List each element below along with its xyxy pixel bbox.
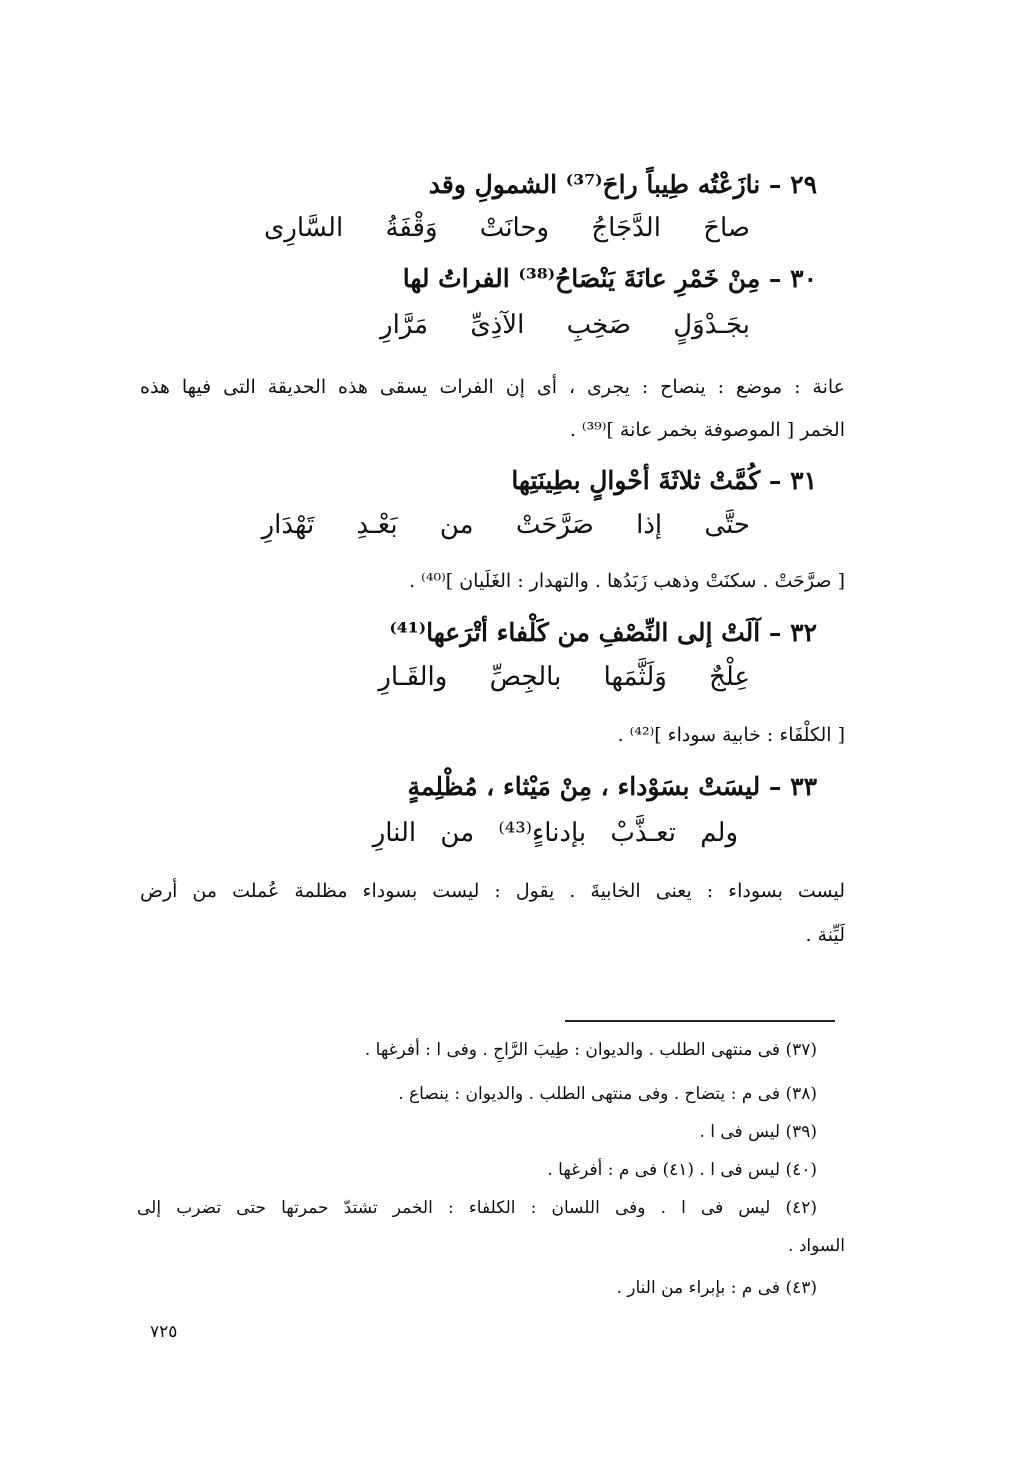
verse-31-first-hemistich: ٣١ – كُمَّتْ ثلاثَةَ أحْوالٍ بطِينَتِها: [511, 466, 817, 495]
footnote-42-line-2: السواد .: [788, 1236, 845, 1256]
footnote-39: (٣٩) ليس فى ا .: [699, 1122, 817, 1142]
page-number: ٧٢٥: [150, 1322, 178, 1342]
verse-30-second-hemistich: بجَـدْوَلٍ صَخِبِ الآذِىِّ مَرَّارِ: [380, 310, 750, 340]
footnote-40-41: (٤٠) ليس فى ا . (٤١) فى م : أفرغها .: [547, 1160, 817, 1180]
footnote-43: (٤٣) فى م : بإبراء من النار .: [616, 1278, 817, 1298]
verse-32-second-hemistich: عِلْجٌ وَلَثَّمَها بالجِصِّ والقَـارِ: [378, 662, 750, 692]
verse-33-second-hemistich: ولم تعـذَّبْ بإدناءٍ⁽⁴³⁾ من النارِ: [372, 818, 738, 848]
gloss-31: [ صرَّحَتْ . سكنَتْ وذهب زَبَدُها . والتهدار : الغَلَيان ]⁽⁴⁰⁾ .: [409, 570, 845, 592]
verse-32-first-hemistich: ٣٢ – آلَتْ إلى النِّصْفِ من كَلْفاء أتْرَعها⁽⁴¹⁾: [389, 618, 817, 647]
gloss-33-line-1: ليست بسوداء : يعنى الخابيةَ . يقول : ليست بسوداء مظلمة عُملت من أرض: [140, 880, 845, 902]
verse-31-second-hemistich: حتَّى إذا صَرَّحَتْ من بَعْـدِ تَهْدَارِ: [261, 510, 750, 540]
footnote-divider: [565, 1020, 835, 1022]
verse-29-second-hemistich: صاحَ الدَّجَاجُ وحانَتْ وَقْفَةُ السَّارِى: [264, 213, 750, 243]
footnote-37: (٣٧) فى منتهى الطلب . والديوان : طِيبَ الرَّاحِ . وفى ا : أفرغها .: [364, 1040, 817, 1060]
footnote-38: (٣٨) فى م : يتضاح . وفى منتهى الطلب . والديوان : ينصاع .: [398, 1084, 817, 1104]
gloss-30-line-1: عانة : موضع : ينصاح : يجرى ، أى إن الفرات يسقى هذه الحديقة التى فيها هذه: [140, 376, 845, 398]
gloss-32: [ الكلْفَاء : خابية سوداء ]⁽⁴²⁾ .: [617, 724, 845, 746]
verse-30-first-hemistich: ٣٠ – مِنْ خَمْرِ عانَةَ يَنْصَاحُ⁽³⁸⁾ الفراتُ لها: [402, 264, 817, 293]
gloss-33-line-2: لَيِّنة .: [805, 924, 845, 946]
verse-33-first-hemistich: ٣٣ – ليسَتْ بسَوْداء ، مِنْ مَيْثاء ، مُظْلِمةٍ: [407, 772, 817, 801]
verse-29-first-hemistich: ٢٩ – نازَعْتُه طِيباً راحَ⁽³⁷⁾ الشمولِ وقد: [428, 170, 817, 199]
footnote-42-line-1: (٤٢) ليس فى ا . وفى اللسان : الكلفاء : الخمر تشتدّ حمرتها حتى تضرب إلى: [137, 1198, 817, 1218]
gloss-30-line-2: الخمر [ الموصوفة بخمر عانة ]⁽³⁹⁾ .: [569, 419, 845, 441]
